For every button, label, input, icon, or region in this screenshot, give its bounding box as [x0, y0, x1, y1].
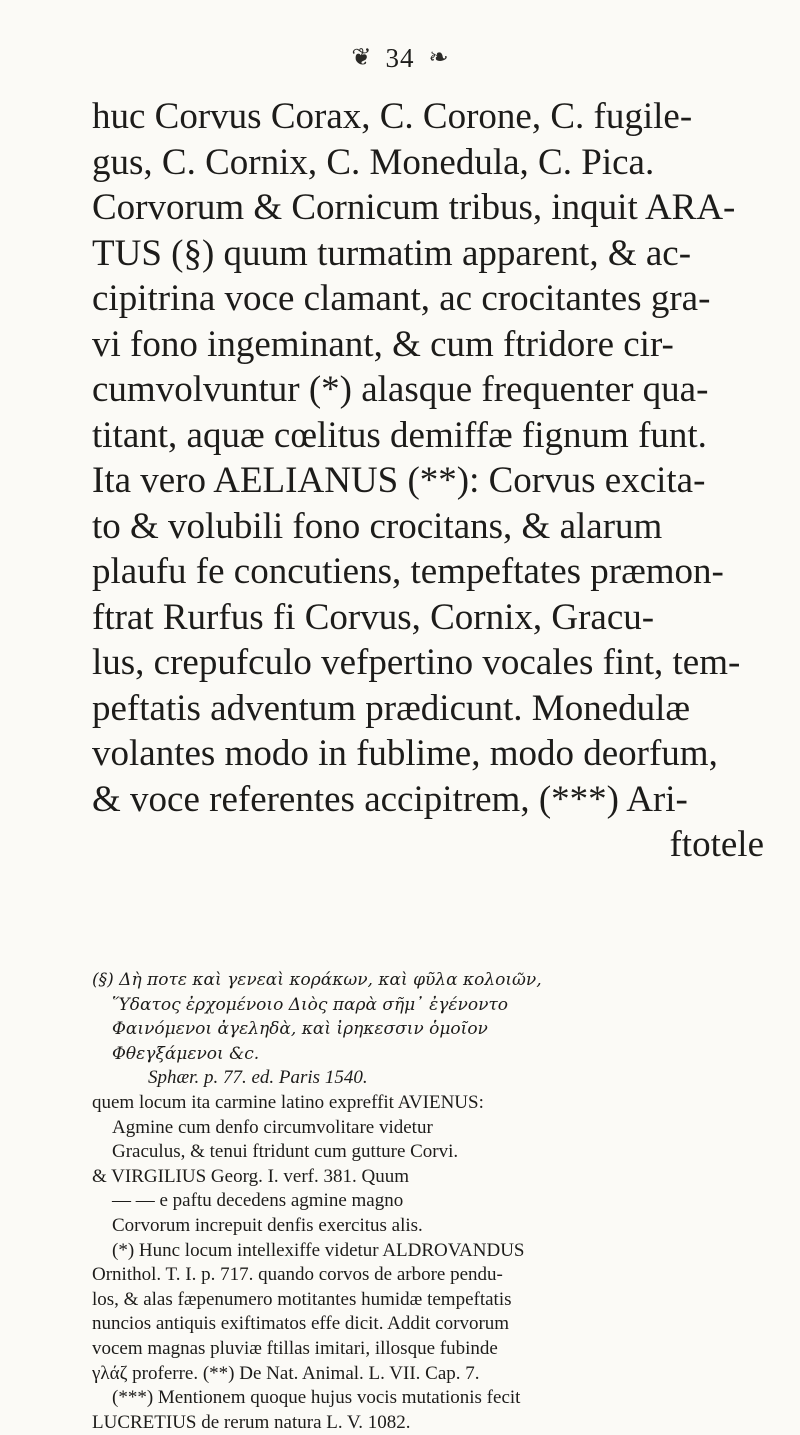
footnote-line: nuncios antiquis exiftimatos effe dicit. Addit corvorum — [92, 1313, 510, 1335]
footnote-line: (*) Hunc locum intellexiffe videtur ALDROVANDUS — [112, 1239, 525, 1261]
footnotes — [92, 968, 764, 1435]
left-ornament-icon: ❦ — [351, 45, 372, 71]
text-line: vi fono ingeminant, & cum ftridore cir- — [92, 323, 674, 365]
citation: Sphær. p. 77. ed. Paris 1540. — [148, 1067, 368, 1089]
text-line: TUS (§) quum turmatim apparent, & ac- — [92, 232, 692, 274]
text-line: plaufu fe concutiens, tempeftates præmon- — [92, 551, 724, 592]
footnote-line: γλάζ proferre. (**) De Nat. Animal. L. VII. Cap. 7. — [92, 1362, 480, 1384]
footnote-line: LUCRETIUS de rerum natura L. V. 1082. — [92, 1411, 411, 1433]
text-line: cipitrina voce clamant, ac crocitantes gra- — [92, 278, 711, 319]
text-line: volantes modo in fublime, modo deorfum, — [92, 733, 718, 774]
text-line: Ita vero AELIANUS (**): Corvus excita- — [92, 460, 706, 501]
text-line: to & volubili fono crocitans, & alarum — [92, 505, 663, 547]
footnote-line: & VIRGILIUS Georg. I. verf. 381. Quum — [92, 1165, 409, 1187]
text-line: lus, crepufculo vefpertino vocales fint, tem- — [92, 642, 741, 683]
text-line: & voce referentes accipitrem, (***) Ari- — [92, 778, 688, 820]
footnote-line: Corvorum increpuit denfis exercitus alis. — [112, 1214, 423, 1236]
footnote-line: — — e paftu decedens agmine magno — [112, 1190, 404, 1212]
main-text — [92, 94, 764, 868]
greek-quote-line: (§) Δὴ ποτε καὶ γενεαὶ κοράκων, καὶ φῦλα κολοιῶν, — [92, 970, 542, 990]
footnote-line: vocem magnas pluviæ ftillas imitari, illosque fubinde — [92, 1337, 498, 1359]
footnote-line: (***) Mentionem quoque hujus vocis mutationis fecit — [112, 1387, 521, 1409]
page-number: 34 — [385, 42, 415, 73]
text-line: peftatis adventum prædicunt. Monedulæ — [92, 687, 691, 729]
text-line: ftrat Rurfus fi Corvus, Cornix, Gracu- — [92, 596, 655, 638]
footnote-line: Graculus, & tenui ftridunt cum gutture Corvi. — [112, 1141, 459, 1163]
text-line: titant, aquæ cœlitus demiffæ fignum funt. — [92, 414, 707, 456]
page-header — [0, 38, 800, 78]
footnote-line: los, & alas fæpenumero motitantes humidæ tempeftatis — [92, 1288, 512, 1310]
greek-quote-line: Ὕδατος ἐρχομένοιο Διὸς παρὰ σῆμ᾽ ἐγένοντο — [112, 994, 509, 1015]
text-line: Corvorum & Cornicum tribus, inquit ARA- — [92, 187, 736, 228]
footnote-line: quem locum ita carmine latino expreffit AVIENUS: — [92, 1091, 484, 1113]
text-line-catchword: ftotele — [669, 824, 764, 865]
greek-quote-line: Φθεγξάμενοι &c. — [112, 1043, 260, 1064]
footnote-line: Ornithol. T. I. p. 717. quando corvos de arbore pendu- — [92, 1264, 503, 1286]
right-ornament-icon: ❧ — [428, 45, 449, 71]
greek-quote-line: Φαινόμενοι ἀγεληδὰ, καὶ ἰρηκεσσιν ὁμοῖον — [112, 1019, 488, 1040]
footnote-line: Agmine cum denfo circumvolitare videtur — [112, 1116, 433, 1138]
text-line: gus, C. Cornix, C. Monedula, C. Pica. — [92, 141, 655, 183]
text-line: cumvolvuntur (*) alasque frequenter qua- — [92, 369, 709, 410]
text-line: huc Corvus Corax, C. Corone, C. fugile- — [92, 96, 693, 137]
